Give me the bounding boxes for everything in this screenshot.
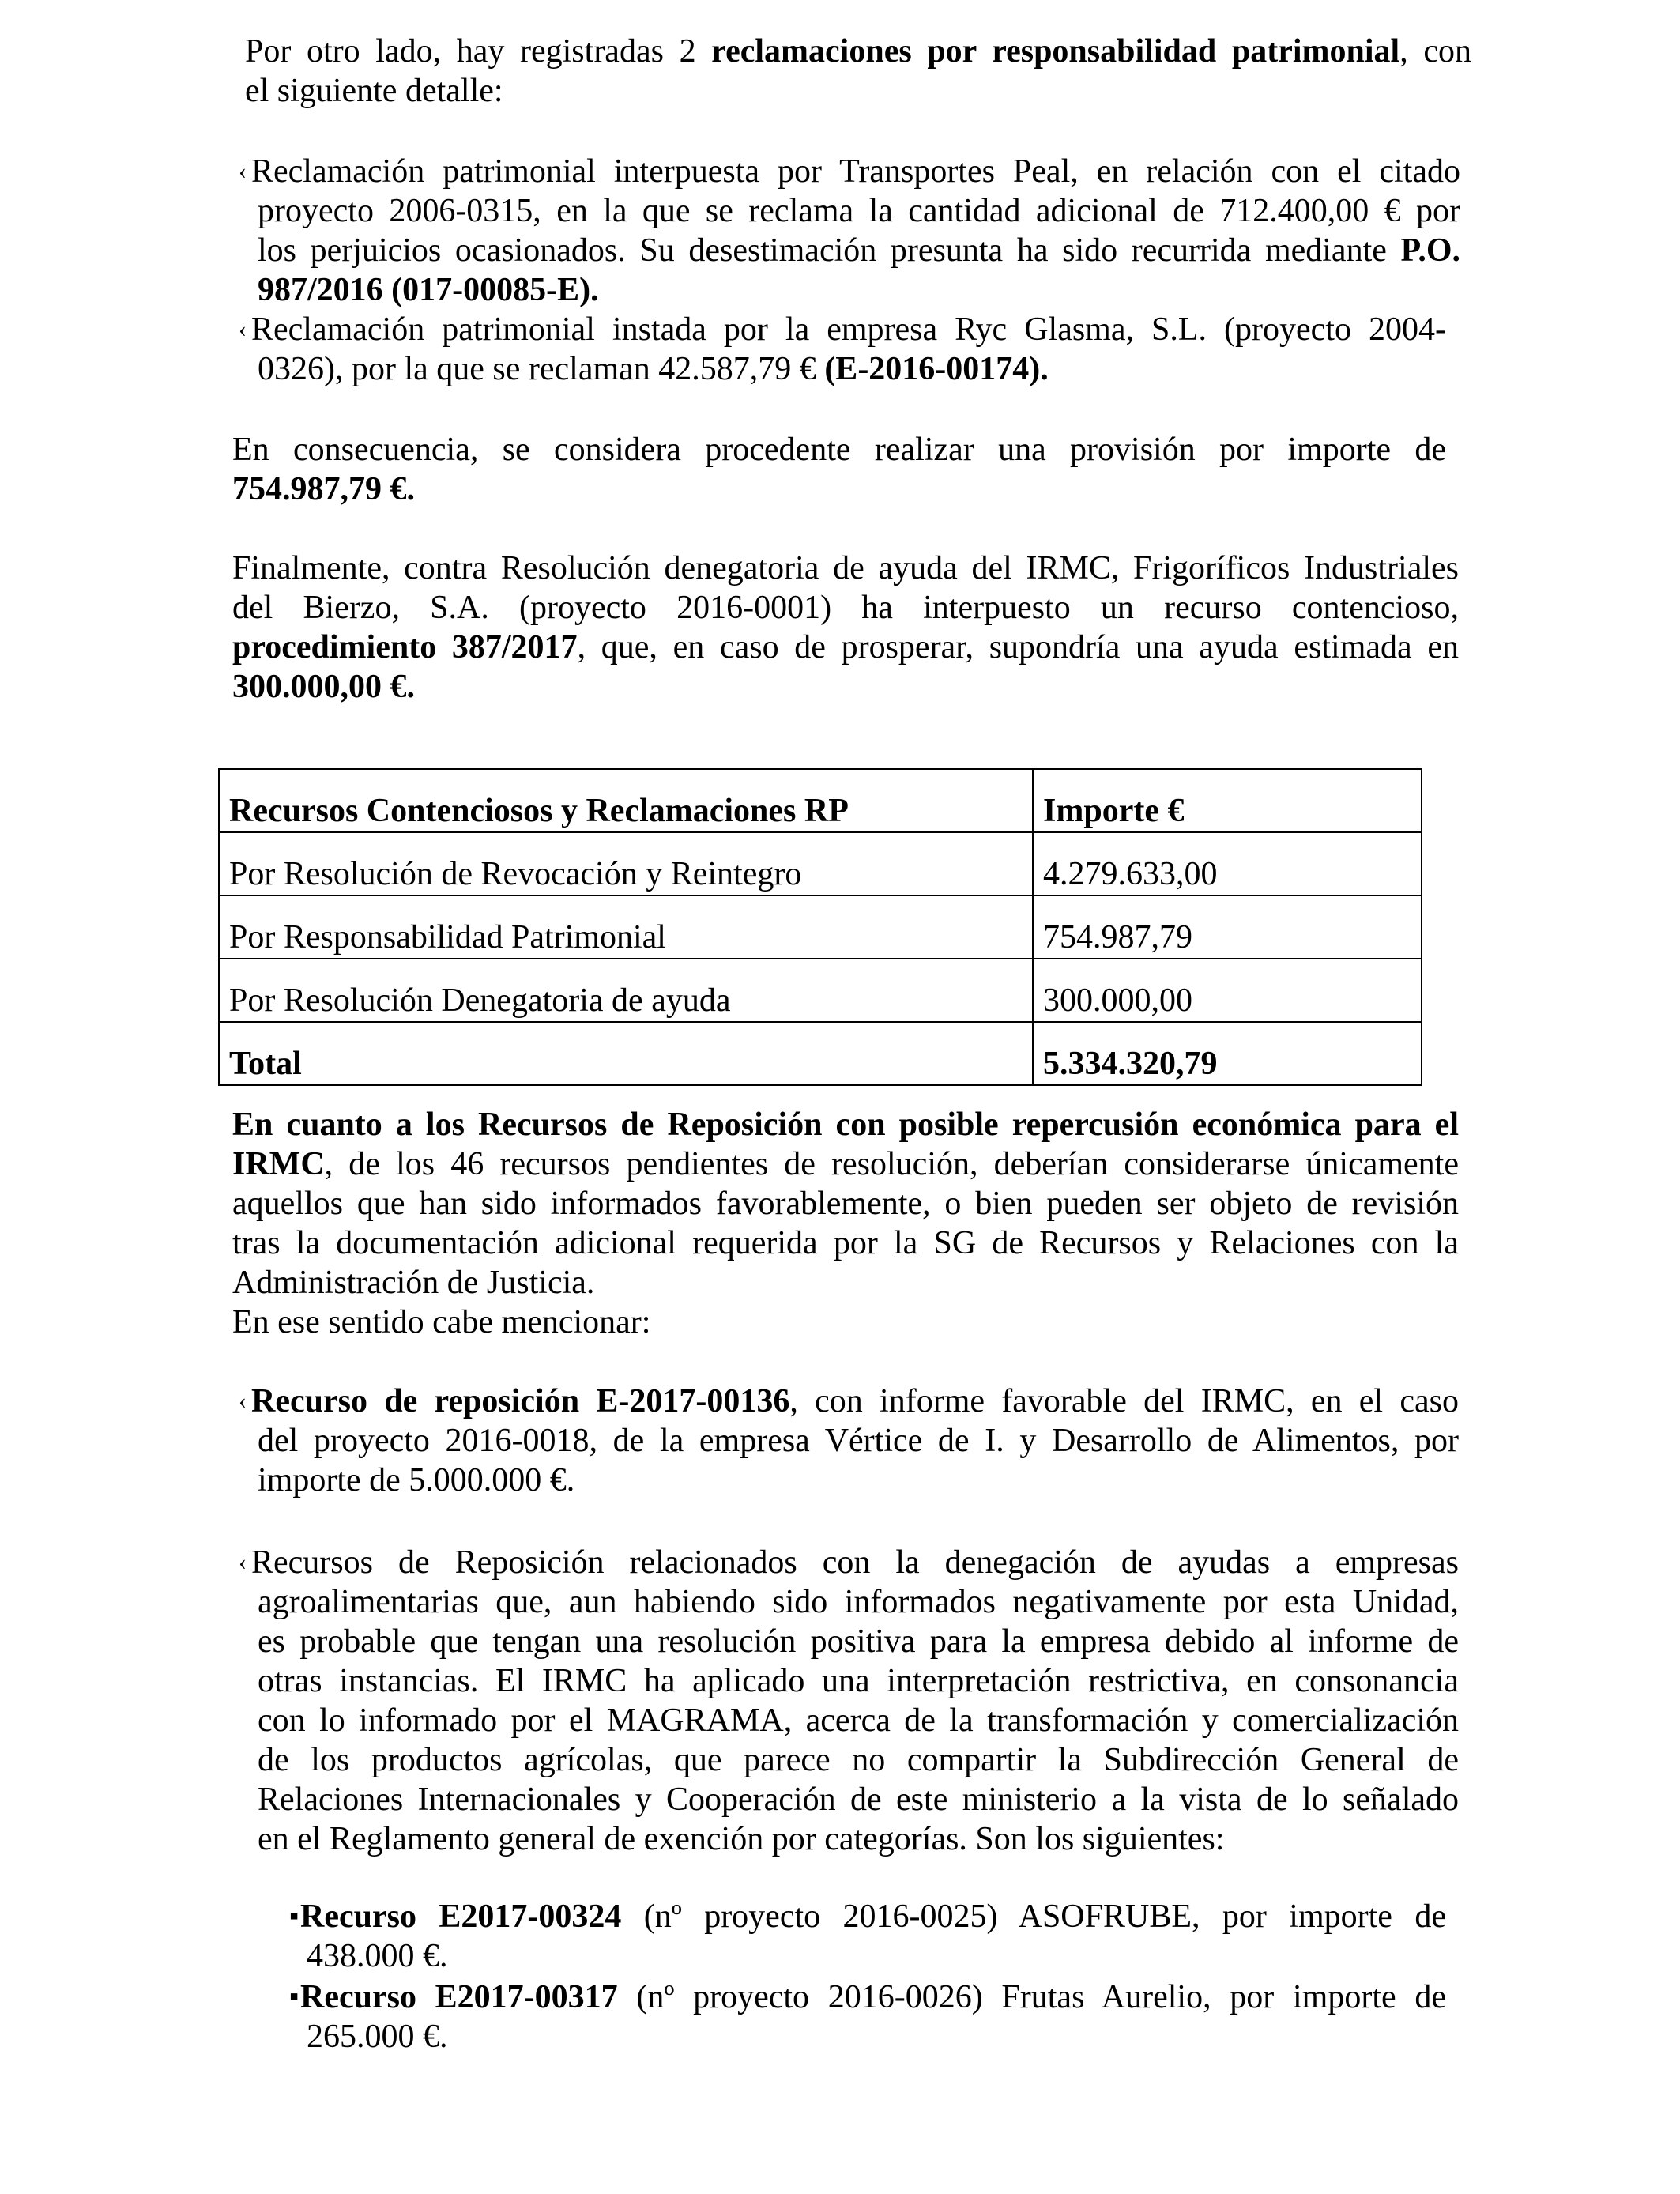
bullet4-line: en el Reglamento general de exención por categorías. Son los siguientes: (258, 1821, 1225, 1857)
bullet1-line: Reclamación patrimonial interpuesta por Transportes Peal, en relación con el citado (251, 153, 1460, 190)
sub2-bold: Recurso E2017-00317 (300, 1979, 618, 2015)
square-bullet-icon: ▪ (289, 1902, 299, 1931)
table-cell: 300.000,00 (1033, 959, 1422, 1022)
table-total-value: 5.334.320,79 (1033, 1022, 1422, 1085)
intro-bold: reclamaciones por responsabilidad patrimonial (711, 33, 1400, 70)
finalmente-line: , que, en caso de prosperar, supondría una ayuda estimada en (577, 629, 1459, 665)
bullet-ryc-glasma (239, 310, 1446, 389)
bullet-transportes-peal (239, 152, 1460, 310)
sub1-line: (nº proyecto 2016-0025) ASOFRUBE, por importe de (621, 1898, 1446, 1935)
reposicion-line: Administración de Justicia. (232, 1265, 595, 1301)
reposicion-line: , de los 46 recursos pendientes de resolución, deberían considerarse únicamente (324, 1146, 1459, 1182)
bullet4-line: otras instancias. El IRMC ha aplicado una interpretación restrictiva, en consonancia (258, 1663, 1459, 1699)
bullet-recurso-e2017-00136 (239, 1382, 1459, 1500)
reposicion-bold: IRMC (232, 1146, 325, 1182)
consecuencia-line: En consecuencia, se considera procedente realizar una provisión por importe de (232, 432, 1446, 468)
consecuencia-amount: 754.987,79 €. (232, 471, 415, 507)
bullet4-line: Recursos de Reposición relacionados con la denegación de ayudas a empresas (251, 1544, 1459, 1581)
table-row (219, 832, 1422, 895)
intro-text-end: , con (1399, 33, 1471, 70)
bullet-mark-icon: ‹ (239, 1388, 247, 1414)
recursos-table (218, 768, 1422, 1086)
reposicion-bold: En cuanto a los Recursos de Reposición con posible repercusión económica para el (232, 1106, 1459, 1143)
bullet1-line: proyecto 2006-0315, en la que se reclama la cantidad adicional de 712.400,00 € por (258, 193, 1460, 229)
bullet4-line: con lo informado por el MAGRAMA, acerca de la transformación y comercialización (258, 1702, 1459, 1739)
intro-paragraph (245, 32, 1471, 111)
bullet1-line: los perjuicios ocasionados. Su desestimación presunta ha sido recurrida mediante (258, 232, 1401, 269)
table-cell: Por Resolución de Revocación y Reintegro (219, 832, 1033, 895)
bullet-recursos-reposicion (239, 1543, 1459, 1859)
bullet-mark-icon: ‹ (239, 158, 247, 184)
bullet2-line: 0326), por la que se reclaman 42.587,79 € (258, 351, 825, 387)
intro-text: Por otro lado, hay registradas 2 (245, 33, 712, 70)
reposicion-line: En ese sentido cabe mencionar: (232, 1304, 651, 1340)
table-header-cell: Importe € (1033, 769, 1422, 832)
bullet4-line: de los productos agrícolas, que parece no compartir la Subdirección General de (258, 1742, 1459, 1778)
table-row (219, 895, 1422, 959)
bullet3-line: del proyecto 2016-0018, de la empresa Vértice de I. y Desarrollo de Alimentos, por (258, 1423, 1459, 1459)
reposicion-paragraph (232, 1105, 1459, 1342)
sub2-line: 265.000 €. (307, 2019, 448, 2055)
bullet3-bold: Recurso de reposición E-2017-00136 (251, 1383, 790, 1419)
intro-line2: el siguiente detalle: (245, 73, 503, 109)
table-cell: Por Resolución Denegatoria de ayuda (219, 959, 1033, 1022)
bullet1-bold: P.O. (1400, 232, 1460, 269)
bullet2-bold: (E-2016-00174). (824, 351, 1049, 387)
finalmente-line: Finalmente, contra Resolución denegatoria de ayuda del IRMC, Frigoríficos Industriales (232, 550, 1459, 586)
table-cell: 4.279.633,00 (1033, 832, 1422, 895)
bullet2-line: Reclamación patrimonial instada por la empresa Ryc Glasma, S.L. (proyecto 2004- (251, 311, 1446, 348)
table-total-label: Total (219, 1022, 1033, 1085)
bullet-mark-icon: ‹ (239, 316, 247, 342)
bullet4-line: Relaciones Internacionales y Cooperación de este ministerio a la vista de lo señalado (258, 1781, 1459, 1818)
bullet4-line: es probable que tengan una resolución positiva para la empresa debido al informe de (258, 1623, 1459, 1660)
bullet1-bold: 987/2016 (017-00085-E). (258, 272, 599, 308)
subbullet-asofrube (289, 1897, 1446, 1976)
table-total-row (219, 1022, 1422, 1085)
table-cell: 754.987,79 (1033, 895, 1422, 959)
table-row (219, 959, 1422, 1022)
sub1-bold: Recurso E2017-00324 (300, 1898, 622, 1935)
finalmente-amount: 300.000,00 €. (232, 669, 415, 705)
finalmente-bold: procedimiento 387/2017 (232, 629, 578, 665)
sub2-line: (nº proyecto 2016-0026) Frutas Aurelio, por importe de (617, 1979, 1446, 2015)
reposicion-line: aquellos que han sido informados favorablemente, o bien pueden ser objeto de revisión (232, 1186, 1459, 1222)
bullet-mark-icon: ‹ (239, 1549, 247, 1575)
reposicion-line: tras la documentación adicional requerida por la SG de Recursos y Relaciones con la (232, 1225, 1459, 1261)
finalmente-line: del Bierzo, S.A. (proyecto 2016-0001) ha interpuesto un recurso contencioso, (232, 590, 1459, 626)
bullet3-line: importe de 5.000.000 €. (258, 1462, 575, 1498)
sub1-line: 438.000 €. (307, 1938, 448, 1974)
table-header-row (219, 769, 1422, 832)
finalmente-paragraph (232, 548, 1459, 707)
subbullet-frutas-aurelio (289, 1977, 1446, 2056)
square-bullet-icon: ▪ (289, 1982, 299, 2011)
bullet3-line: , con informe favorable del IRMC, en el caso (789, 1383, 1459, 1419)
table-cell: Por Responsabilidad Patrimonial (219, 895, 1033, 959)
consecuencia-paragraph (232, 430, 1446, 509)
table-header-cell: Recursos Contenciosos y Reclamaciones RP (219, 769, 1033, 832)
bullet4-line: agroalimentarias que, aun habiendo sido informados negativamente por esta Unidad, (258, 1584, 1459, 1620)
